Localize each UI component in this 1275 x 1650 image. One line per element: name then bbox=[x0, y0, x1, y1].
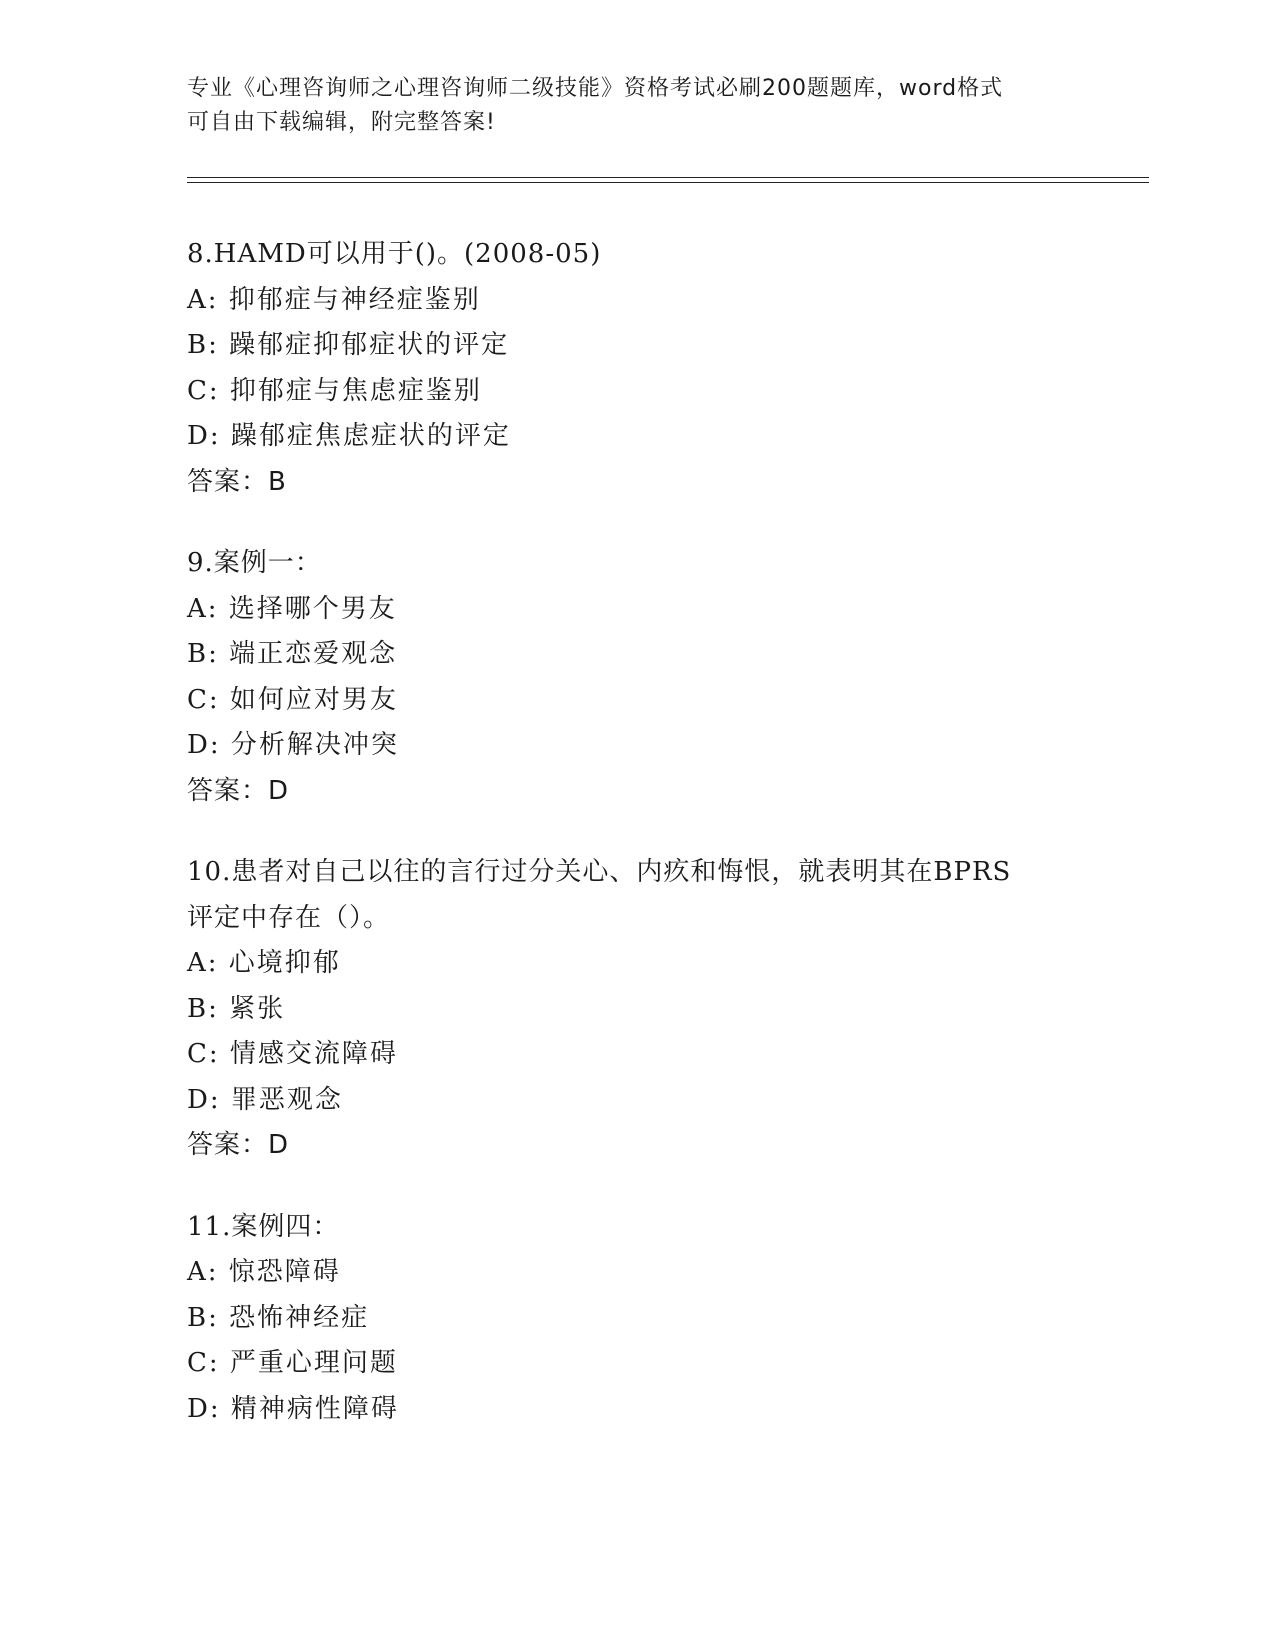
option-c: C: 抑郁症与焦虑症鉴别 bbox=[187, 375, 482, 406]
option-a: A: 心境抑郁 bbox=[187, 948, 341, 978]
header-line-1: 专业《心理咨询师之心理咨询师二级技能》资格考试必刷200题题库，word格式 bbox=[187, 76, 1004, 101]
option-c: C: 严重心理问题 bbox=[187, 1348, 398, 1378]
option-c: C: 情感交流障碍 bbox=[187, 1039, 398, 1069]
option-d: D: 精神病性障碍 bbox=[187, 1393, 399, 1424]
question-item bbox=[187, 232, 1087, 505]
question-stem-continued: 评定中存在（）。 bbox=[187, 902, 391, 933]
option-c: C: 如何应对男友 bbox=[187, 684, 398, 715]
question-stem: 11.案例四： bbox=[187, 1211, 340, 1242]
question-stem: 8.HAMD可以用于()。(2008-05) bbox=[187, 239, 602, 269]
option-b: B: 紧张 bbox=[187, 993, 286, 1024]
header-line-2: 可自由下载编辑，附完整答案! bbox=[187, 110, 496, 135]
option-a: A: 选择哪个男友 bbox=[187, 593, 397, 624]
header-divider-bottom bbox=[187, 182, 1149, 183]
header-divider-top bbox=[187, 177, 1149, 178]
question-item bbox=[187, 1205, 1087, 1433]
question-item bbox=[187, 541, 1087, 814]
option-b: B: 恐怖神经症 bbox=[187, 1302, 370, 1333]
option-d: D: 罪恶观念 bbox=[187, 1084, 343, 1115]
document-header bbox=[187, 72, 1087, 140]
answer-text: 答案：D bbox=[187, 1130, 290, 1160]
option-a: A: 抑郁症与神经症鉴别 bbox=[187, 284, 481, 315]
answer-text: 答案：B bbox=[187, 466, 287, 497]
option-b: B: 躁郁症抑郁症状的评定 bbox=[187, 330, 510, 360]
question-item bbox=[187, 850, 1087, 1169]
question-stem: 9.案例一： bbox=[187, 548, 322, 578]
option-d: D: 躁郁症焦虑症状的评定 bbox=[187, 421, 511, 451]
answer-text: 答案：D bbox=[187, 775, 290, 806]
question-stem: 10.患者对自己以往的言行过分关心、内疚和悔恨，就表明其在BPRS bbox=[187, 857, 1012, 887]
option-a: A: 惊恐障碍 bbox=[187, 1257, 341, 1287]
option-b: B: 端正恋爱观念 bbox=[187, 639, 398, 669]
option-d: D: 分析解决冲突 bbox=[187, 730, 399, 760]
question-list bbox=[187, 232, 1087, 1468]
